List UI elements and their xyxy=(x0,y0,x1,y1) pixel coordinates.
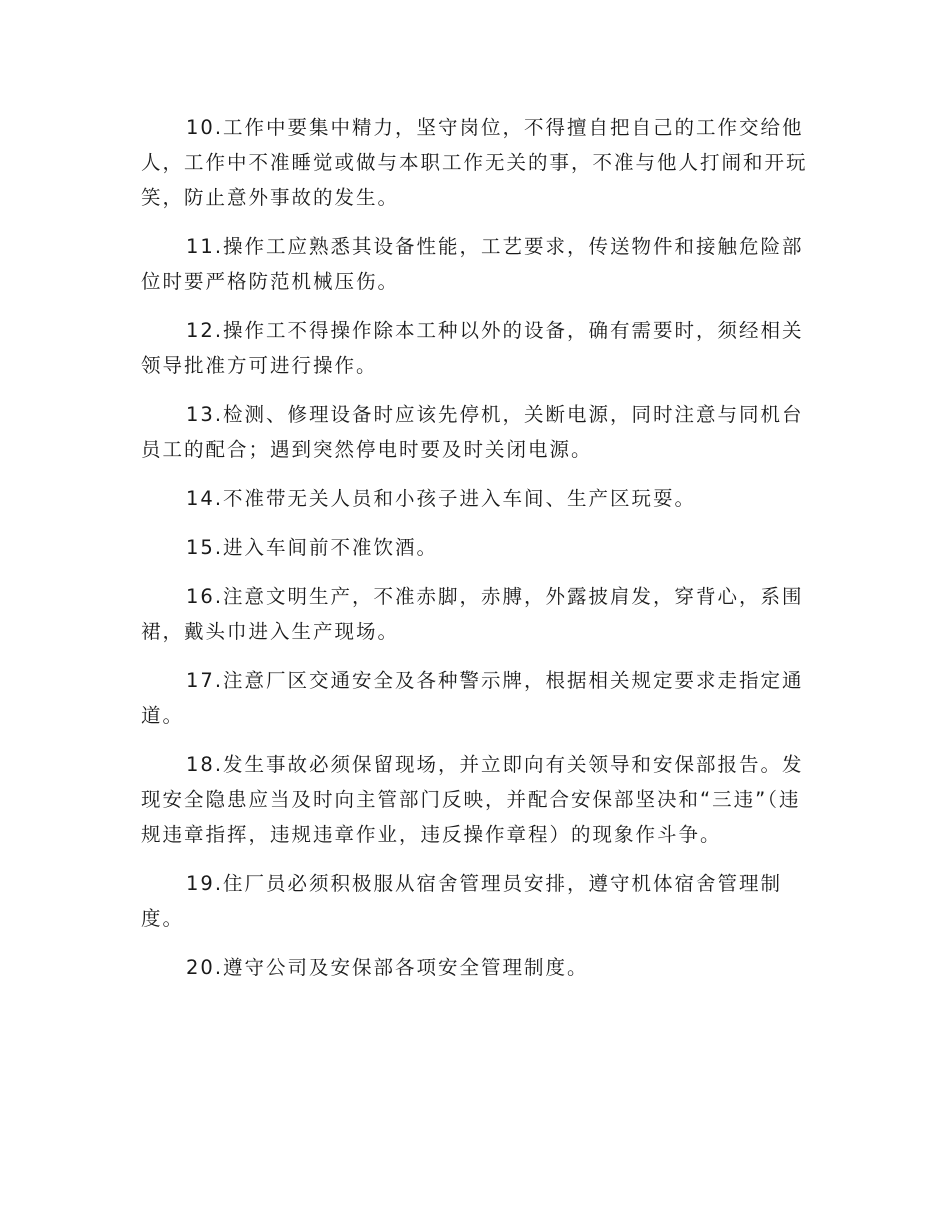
rule-text-17: 17.注意厂区交通安全及各种警示牌，根据相关规定要求走指定通道。 xyxy=(141,669,804,727)
rule-paragraph-19 xyxy=(141,866,811,936)
rule-paragraph-15 xyxy=(141,530,811,565)
rule-text-10: 10.工作中要集中精力，坚守岗位，不得擅自把自己的工作交给他人，工作中不准睡觉或做与本职工作无关的事，不准与他人打闹和开玩笑，防止意外事故的发生。 xyxy=(141,116,808,209)
rule-paragraph-17 xyxy=(141,663,811,733)
rule-text-12: 12.操作工不得操作除本工种以外的设备，确有需要时，须经相关领导批准方可进行操作。 xyxy=(141,319,804,377)
rule-text-11: 11.操作工应熟悉其设备性能，工艺要求，传送物件和接触危险部位时要严格防范机械压伤。 xyxy=(141,235,804,293)
rule-paragraph-11 xyxy=(141,229,811,299)
rule-paragraph-20 xyxy=(141,950,811,985)
rule-paragraph-14 xyxy=(141,481,811,516)
rule-paragraph-18 xyxy=(141,747,811,852)
rule-paragraph-12 xyxy=(141,313,811,383)
document-body xyxy=(141,110,811,999)
rule-paragraph-10 xyxy=(141,110,811,215)
rule-text-15: 15.进入车间前不准饮酒。 xyxy=(186,536,439,559)
rule-text-14: 14.不准带无关人员和小孩子进入车间、生产区玩耍。 xyxy=(186,487,697,510)
rule-text-18: 18.发生事故必须保留现场，并立即向有关领导和安保部报告。发现安全隐患应当及时向主管部门反映，并配合安保部坚决和“三违”（违规违章指挥，违规违章作业，违反操作章程）的现象作斗争。 xyxy=(141,753,804,846)
rule-text-13: 13.检测、修理设备时应该先停机，关断电源，同时注意与同机台员工的配合；遇到突然停电时要及时关闭电源。 xyxy=(141,403,804,461)
rule-text-20: 20.遵守公司及安保部各项安全管理制度。 xyxy=(186,956,589,979)
rule-paragraph-16 xyxy=(141,579,811,649)
rule-paragraph-13 xyxy=(141,397,811,467)
rule-text-16: 16.注意文明生产，不准赤脚，赤膊，外露披肩发，穿背心，系围裙，戴头巾进入生产现场。 xyxy=(141,585,804,643)
rule-text-19: 19.住厂员必须积极服从宿舍管理员安排，遵守机体宿舍管理制度。 xyxy=(141,872,783,930)
